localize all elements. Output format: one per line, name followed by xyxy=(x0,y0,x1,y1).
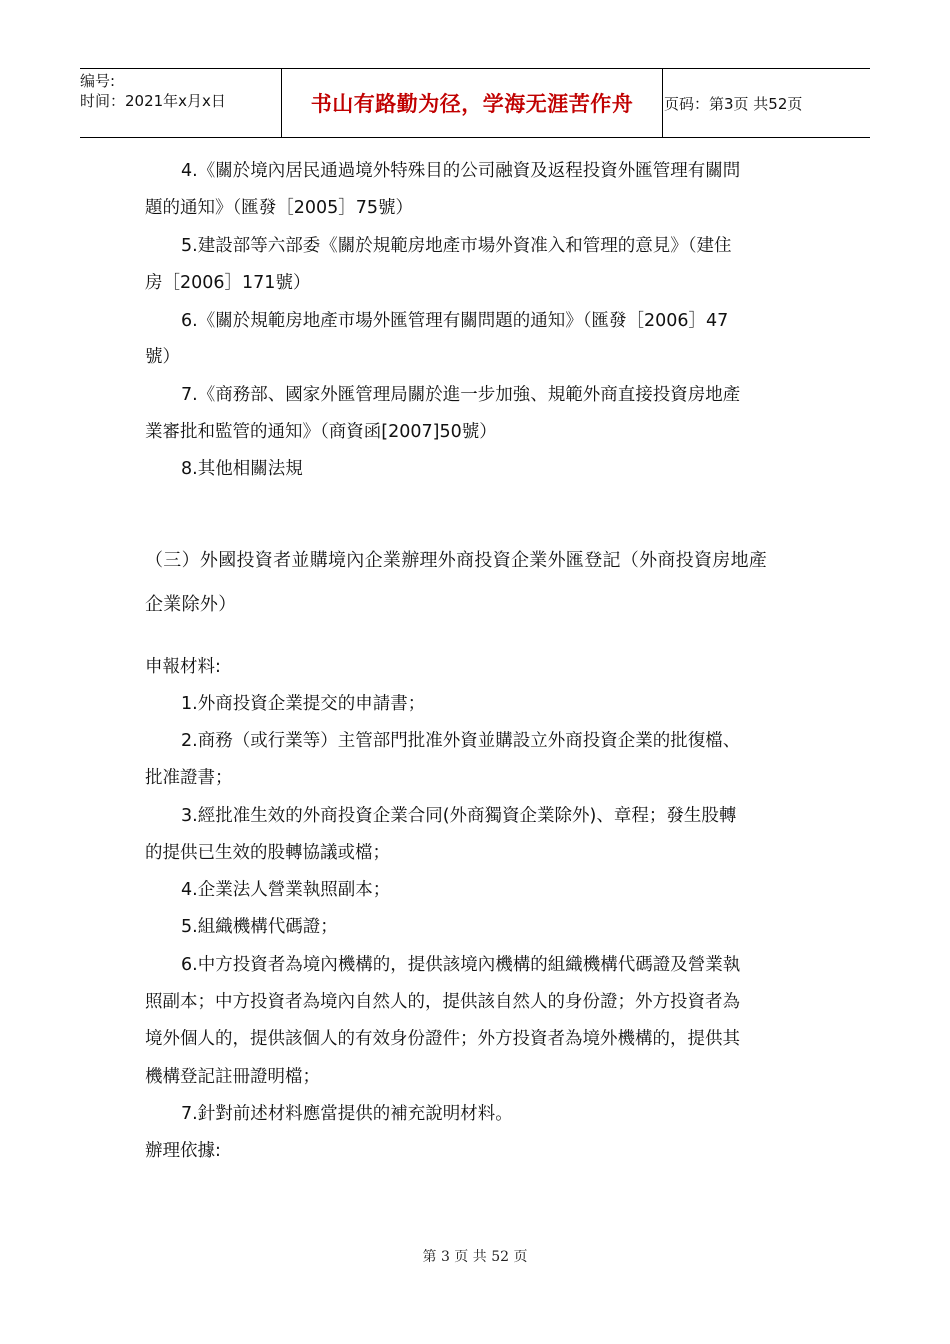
material-3-line2: 的提供已生效的股轉協議或檔； xyxy=(145,843,390,863)
page-header xyxy=(80,68,870,138)
material-6-line3: 境外個人的，提供該個人的有效身份證件；外方投資者為境外機構的，提供其 xyxy=(145,1029,740,1049)
list-item-5-line2: 房［2006］171號） xyxy=(145,273,311,293)
material-6-line4: 機構登記註冊證明檔； xyxy=(145,1067,320,1087)
header-page-info xyxy=(662,69,872,137)
list-item-4-line2: 題的通知》（匯發［2005］75號） xyxy=(145,198,414,218)
list-item-7-line1: 7.《商務部、國家外匯管理局關於進一步加強、規範外商直接投資房地產 xyxy=(181,385,741,405)
page-footer: 第 3 页 共 52 页 xyxy=(422,1249,528,1265)
document-date: 时间：2021年x月x日 xyxy=(80,92,226,110)
material-6-line1: 6.中方投資者為境內機構的，提供該境內機構的組織機構代碼證及營業執 xyxy=(181,955,741,975)
material-7: 7.針對前述材料應當提供的補充說明材料。 xyxy=(181,1104,513,1124)
material-2-line1: 2.商務（或行業等）主管部門批准外資並購設立外商投資企業的批復檔、 xyxy=(181,731,741,751)
header-motto: 书山有路勤为径，学海无涯苦作舟 xyxy=(310,92,634,116)
material-6-line2: 照副本；中方投資者為境內自然人的，提供該自然人的身份證；外方投資者為 xyxy=(145,992,740,1012)
section-title-line1: （三）外國投資者並購境內企業辦理外商投資企業外匯登記（外商投資房地產 xyxy=(145,550,768,571)
list-item-6-line1: 6.《關於規範房地產市場外匯管理有關問題的通知》（匯發［2006］47 xyxy=(181,311,729,331)
list-item-6-line2: 號） xyxy=(145,347,180,367)
section-title-line2: 企業除外） xyxy=(145,594,237,615)
list-item-7-line2: 業審批和監管的通知》（商資函[2007]50號） xyxy=(145,422,497,442)
material-4: 4.企業法人營業執照副本； xyxy=(181,880,391,900)
header-page-number: 页码：第3页 共52页 xyxy=(664,94,803,113)
materials-label: 申報材料: xyxy=(145,657,221,677)
list-item-4-line1: 4.《關於境內居民通過境外特殊目的公司融資及返程投資外匯管理有關問 xyxy=(181,161,741,181)
list-item-8: 8.其他相關法規 xyxy=(181,459,303,479)
material-2-line2: 批准證書； xyxy=(145,768,233,788)
material-1: 1.外商投資企業提交的申請書； xyxy=(181,694,426,714)
material-3-line1: 3.經批准生效的外商投資企業合同(外商獨資企業除外)、章程；發生股轉 xyxy=(181,806,737,826)
basis-label: 辦理依據: xyxy=(145,1141,221,1161)
document-number-label: 编号: xyxy=(80,72,116,90)
header-meta xyxy=(80,69,280,139)
material-5: 5.組織機構代碼證； xyxy=(181,917,338,937)
list-item-5-line1: 5.建設部等六部委《關於規範房地產市場外資准入和管理的意見》（建住 xyxy=(181,236,732,256)
header-motto-cell xyxy=(281,69,663,137)
